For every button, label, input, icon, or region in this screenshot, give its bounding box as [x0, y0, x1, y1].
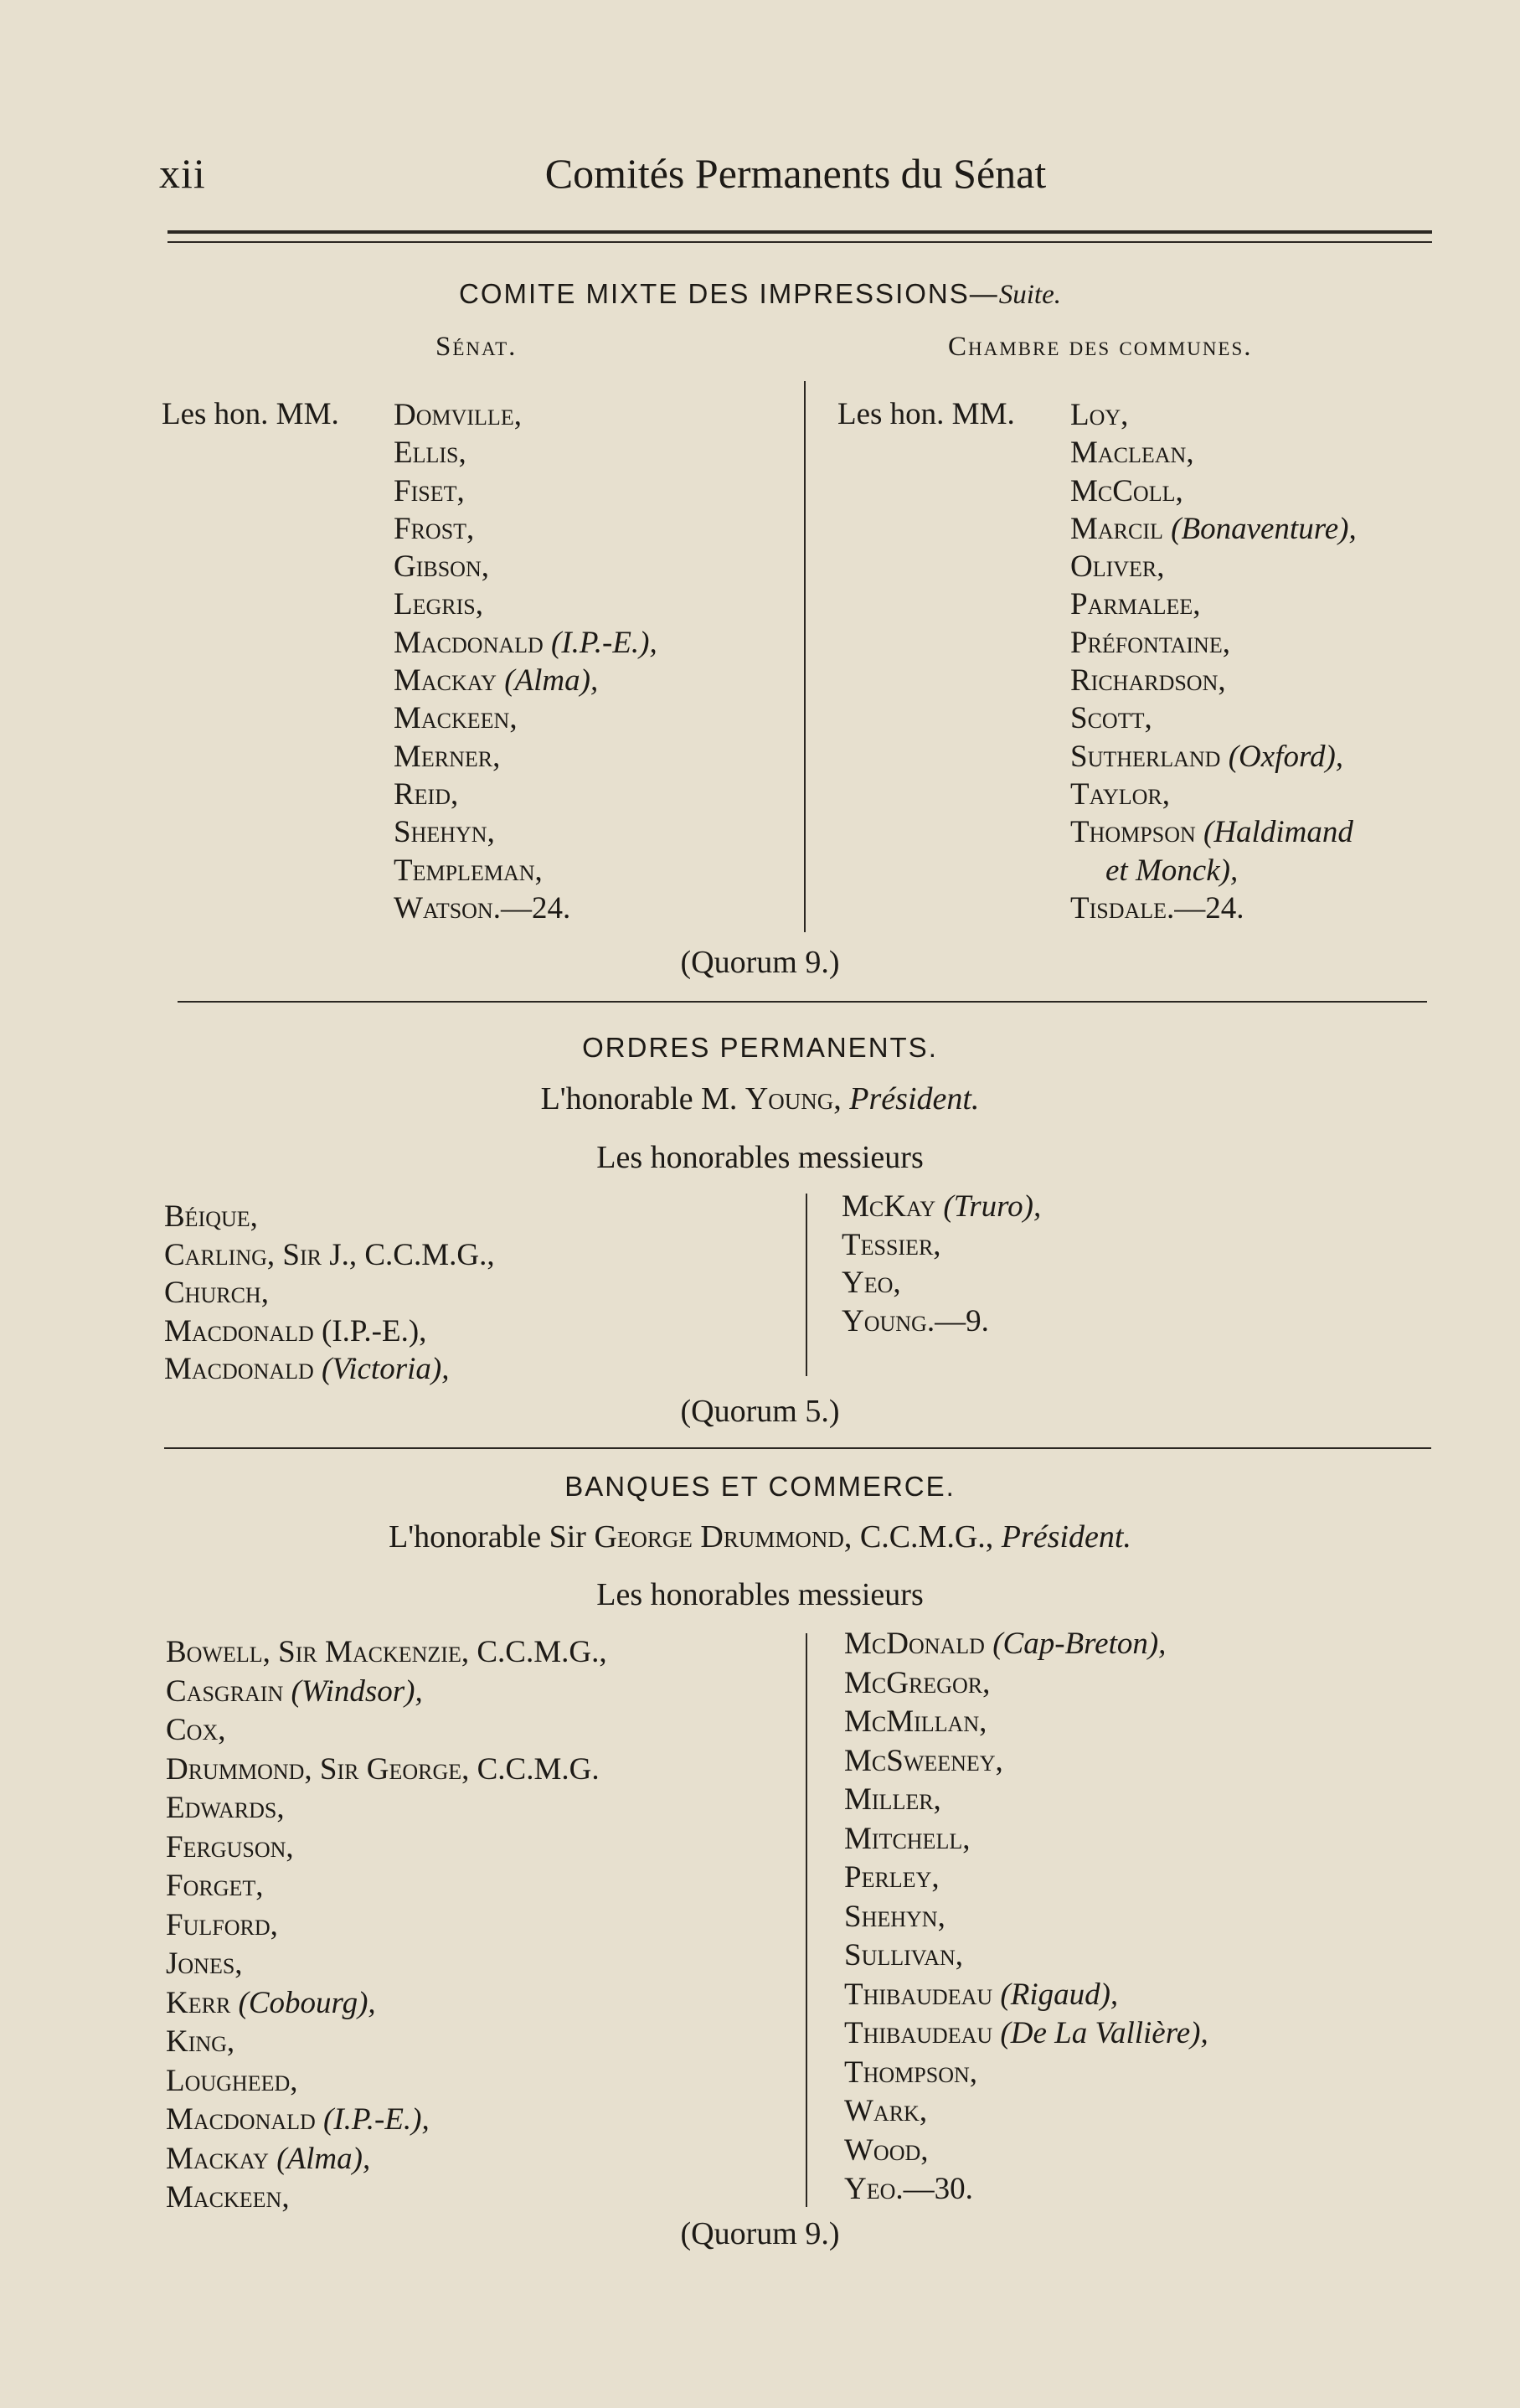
- member-entry: [844, 2014, 1208, 2054]
- impressions-heading: [0, 278, 1520, 311]
- member-name: McDonald: [844, 1627, 985, 1661]
- member-name: Thompson: [1070, 815, 1196, 850]
- member-entry: [394, 699, 657, 737]
- member-entry: [844, 2092, 1208, 2132]
- member-entry: [394, 396, 657, 434]
- member-name: Jones,: [166, 1947, 243, 1981]
- member-entry: [394, 738, 657, 776]
- member-entry: [164, 1236, 495, 1275]
- banques-chair-line: [0, 1519, 1520, 1555]
- member-name: Mackeen,: [166, 2180, 290, 2215]
- member-constituency: (De La Vallière),: [1000, 2016, 1208, 2050]
- ordres-chair-role: Président.: [849, 1081, 980, 1116]
- member-name: Oliver,: [1070, 549, 1165, 585]
- member-name: Tisdale.—24.: [1070, 890, 1244, 926]
- member-name: Macdonald: [164, 1352, 314, 1386]
- member-name: Yeo.—30.: [844, 2172, 973, 2206]
- member-entry: [1070, 548, 1357, 585]
- member-name: Carling, Sir J., C.C.M.G.,: [164, 1237, 495, 1272]
- member-entry: [394, 852, 657, 889]
- banques-heading: BANQUES ET COMMERCE.: [564, 1471, 956, 1502]
- member-name: Lougheed,: [166, 2063, 298, 2098]
- member-name: Mackeen,: [394, 701, 518, 736]
- member-constituency: (I.P.-E.),: [551, 625, 657, 660]
- member-name: Loy,: [1070, 398, 1129, 432]
- member-entry: [164, 1274, 495, 1312]
- ordres-left-list: [164, 1198, 495, 1389]
- member-name: Reid,: [394, 776, 459, 812]
- member-entry: [166, 2101, 607, 2140]
- member-entry: [844, 2170, 1208, 2209]
- member-name: Edwards,: [166, 1791, 285, 1825]
- member-entry: [1070, 472, 1357, 510]
- member-entry: [394, 889, 657, 927]
- member-entry: [166, 1711, 607, 1751]
- member-entry: [166, 1867, 607, 1906]
- member-entry: [844, 1781, 1208, 1820]
- member-name: Shehyn,: [844, 1899, 945, 1934]
- impressions-column-divider: [804, 381, 806, 932]
- member-name: Drummond, Sir George, C.C.M.G.: [166, 1751, 600, 1787]
- page-header: [159, 149, 1432, 208]
- banques-chair-name: George Drummond,: [594, 1519, 853, 1555]
- commons-prefix: Les hon. MM.: [837, 397, 1015, 431]
- member-entry: [166, 1906, 607, 1946]
- running-title: Comités Permanents du Sénat: [544, 150, 1047, 197]
- impressions-heading-main: COMITE MIXTE DES IMPRESSIONS—: [459, 278, 999, 309]
- member-entry: [1070, 738, 1357, 776]
- member-entry: [394, 585, 657, 623]
- member-name: Gibson,: [394, 549, 489, 585]
- banques-chair-title: C.C.M.G.,: [859, 1519, 994, 1555]
- header-rule-thick: [167, 230, 1432, 234]
- member-entry: [844, 1976, 1208, 2015]
- section-divider-2: [164, 1447, 1431, 1449]
- member-name: Fiset,: [394, 473, 465, 508]
- member-entry: [844, 2132, 1208, 2171]
- member-name: Macdonald: [166, 2102, 316, 2137]
- header-rule-thin: [167, 241, 1432, 243]
- member-entry: [844, 1936, 1208, 1976]
- member-name: Church,: [164, 1276, 269, 1310]
- member-name: Legris,: [394, 587, 483, 622]
- member-name: Cox,: [166, 1713, 226, 1747]
- member-name: Miller,: [844, 1782, 941, 1817]
- member-name: Thompson,: [844, 2055, 977, 2090]
- member-name: Forget,: [166, 1869, 264, 1903]
- member-name: Frost,: [394, 511, 475, 546]
- member-name: Macdonald (I.P.-E.),: [164, 1313, 427, 1348]
- member-entry: [164, 1350, 495, 1389]
- member-name: Mackay: [166, 2141, 269, 2176]
- senate-prefix: Les hon. MM.: [162, 397, 339, 431]
- ordres-members-intro: Les honorables messieurs: [596, 1140, 924, 1175]
- member-entry: [844, 2054, 1208, 2093]
- member-entry: [842, 1188, 1041, 1226]
- member-name: Sutherland: [1070, 739, 1221, 774]
- member-name: Marcil: [1070, 511, 1163, 546]
- member-name: Mitchell,: [844, 1821, 971, 1856]
- ordres-chair-line: [0, 1080, 1520, 1117]
- member-entry: [1070, 662, 1357, 699]
- member-constituency: (Victoria),: [322, 1352, 450, 1386]
- member-entry: [164, 1312, 495, 1351]
- senate-member-list: [394, 396, 657, 927]
- ordres-quorum: (Quorum 5.): [680, 1394, 840, 1429]
- banques-quorum: (Quorum 9.): [680, 2216, 840, 2251]
- member-name: Tessier,: [842, 1227, 941, 1262]
- member-name: Béique,: [164, 1199, 258, 1234]
- member-entry: [1070, 396, 1357, 434]
- member-name: Kerr: [166, 1985, 231, 2020]
- banques-chair-prefix: L'honorable Sir: [389, 1519, 586, 1555]
- member-entry: [1070, 813, 1357, 851]
- member-name: Wood,: [844, 2132, 929, 2168]
- member-constituency: (Cap-Breton),: [992, 1627, 1167, 1661]
- banques-left-list: [166, 1633, 607, 2218]
- member-entry: [166, 1789, 607, 1828]
- member-entry: [1070, 852, 1357, 889]
- member-name: Yeo,: [842, 1266, 901, 1300]
- member-entry: [1070, 699, 1357, 737]
- member-name: McSweeney,: [844, 1743, 1003, 1778]
- member-name: Parmalee,: [1070, 587, 1201, 622]
- member-entry: [1070, 889, 1357, 927]
- ordres-heading: ORDRES PERMANENTS.: [582, 1032, 938, 1063]
- member-entry: [394, 813, 657, 851]
- banques-column-divider: [806, 1633, 807, 2207]
- member-entry: [394, 472, 657, 510]
- member-entry: [166, 1984, 607, 2024]
- member-name: McKay: [842, 1189, 936, 1224]
- member-constituency: (Oxford),: [1228, 739, 1344, 774]
- member-name: Thibaudeau: [844, 1977, 993, 2012]
- member-constituency: et Monck),: [1105, 853, 1239, 888]
- member-entry: [166, 1633, 607, 1673]
- ordres-column-divider: [806, 1194, 807, 1376]
- member-name: Scott,: [1070, 701, 1152, 736]
- member-entry: [842, 1302, 1041, 1341]
- member-constituency: (Haldimand: [1203, 815, 1353, 850]
- member-entry: [166, 2023, 607, 2062]
- member-entry: [844, 1625, 1208, 1664]
- member-entry: [844, 1703, 1208, 1742]
- member-entry: [842, 1226, 1041, 1265]
- member-entry: [394, 510, 657, 548]
- member-name: Young.—9.: [842, 1303, 989, 1338]
- member-name: McMillan,: [844, 1704, 987, 1739]
- member-entry: [1070, 434, 1357, 472]
- ordres-chair-prefix: L'honorable M.: [540, 1081, 738, 1116]
- member-constituency: (Alma),: [276, 2141, 371, 2176]
- member-name: Merner,: [394, 739, 501, 774]
- member-name: Thibaudeau: [844, 2016, 993, 2050]
- member-entry: [844, 1898, 1208, 1937]
- member-entry: [394, 662, 657, 699]
- member-constituency: (Windsor),: [291, 1673, 423, 1709]
- ordres-right-list: [842, 1188, 1041, 1340]
- member-constituency: (Truro),: [943, 1189, 1042, 1224]
- commons-column-heading: Chambre des communes.: [948, 332, 1253, 362]
- member-name: Domville,: [394, 398, 522, 432]
- section-divider-1: [178, 1001, 1427, 1003]
- ordres-chair-name: Young,: [745, 1081, 842, 1116]
- member-entry: [844, 1664, 1208, 1704]
- member-entry: [394, 624, 657, 662]
- member-entry: [1070, 624, 1357, 662]
- banques-chair-role: Président.: [1001, 1519, 1131, 1555]
- member-constituency: (I.P.-E.),: [323, 2102, 430, 2137]
- member-name: Perley,: [844, 1860, 940, 1895]
- member-name: Templeman,: [394, 853, 543, 888]
- member-entry: [394, 548, 657, 585]
- member-name: Fulford,: [166, 1907, 278, 1942]
- member-name: King,: [166, 2024, 235, 2059]
- member-entry: [844, 1820, 1208, 1859]
- member-entry: [166, 1828, 607, 1868]
- member-name: Shehyn,: [394, 815, 495, 850]
- member-entry: [1070, 776, 1357, 813]
- member-name: Casgrain: [166, 1673, 284, 1709]
- member-entry: [394, 434, 657, 472]
- member-name: Maclean,: [1070, 436, 1194, 471]
- senate-column-heading: Sénat.: [435, 332, 518, 362]
- member-name: Macdonald: [394, 625, 544, 660]
- member-name: Sullivan,: [844, 1938, 964, 1972]
- member-entry: [166, 2140, 607, 2179]
- member-entry: [166, 2179, 607, 2218]
- impressions-heading-suffix: Suite.: [998, 280, 1061, 310]
- member-entry: [842, 1264, 1041, 1302]
- member-name: Watson.—24.: [394, 890, 571, 926]
- member-entry: [844, 1859, 1208, 1898]
- impressions-quorum: (Quorum 9.): [680, 945, 840, 980]
- member-entry: [164, 1198, 495, 1236]
- member-name: Taylor,: [1070, 776, 1171, 812]
- member-entry: [166, 1673, 607, 1712]
- member-constituency: (Bonaventure),: [1171, 511, 1357, 546]
- member-entry: [844, 1742, 1208, 1782]
- member-name: McGregor,: [844, 1665, 991, 1700]
- commons-member-list: [1070, 396, 1357, 927]
- member-name: Ferguson,: [166, 1829, 294, 1864]
- member-name: Mackay: [394, 663, 497, 699]
- member-name: Ellis,: [394, 436, 466, 471]
- member-name: Richardson,: [1070, 663, 1226, 699]
- member-name: McColl,: [1070, 473, 1183, 508]
- banques-members-intro: Les honorables messieurs: [596, 1577, 924, 1612]
- member-constituency: (Rigaud),: [1000, 1977, 1119, 2012]
- member-entry: [166, 1945, 607, 1984]
- member-name: Préfontaine,: [1070, 625, 1230, 660]
- member-entry: [166, 2062, 607, 2101]
- member-name: Bowell, Sir Mackenzie, C.C.M.G.,: [166, 1635, 607, 1669]
- member-entry: [394, 776, 657, 813]
- member-entry: [166, 1751, 607, 1790]
- member-name: Wark,: [844, 2094, 928, 2128]
- banques-right-list: [844, 1625, 1208, 2209]
- member-constituency: (Cobourg),: [238, 1985, 376, 2020]
- member-entry: [1070, 585, 1357, 623]
- member-entry: [1070, 510, 1357, 548]
- page-number: xii: [159, 150, 206, 197]
- member-constituency: (Alma),: [504, 663, 599, 699]
